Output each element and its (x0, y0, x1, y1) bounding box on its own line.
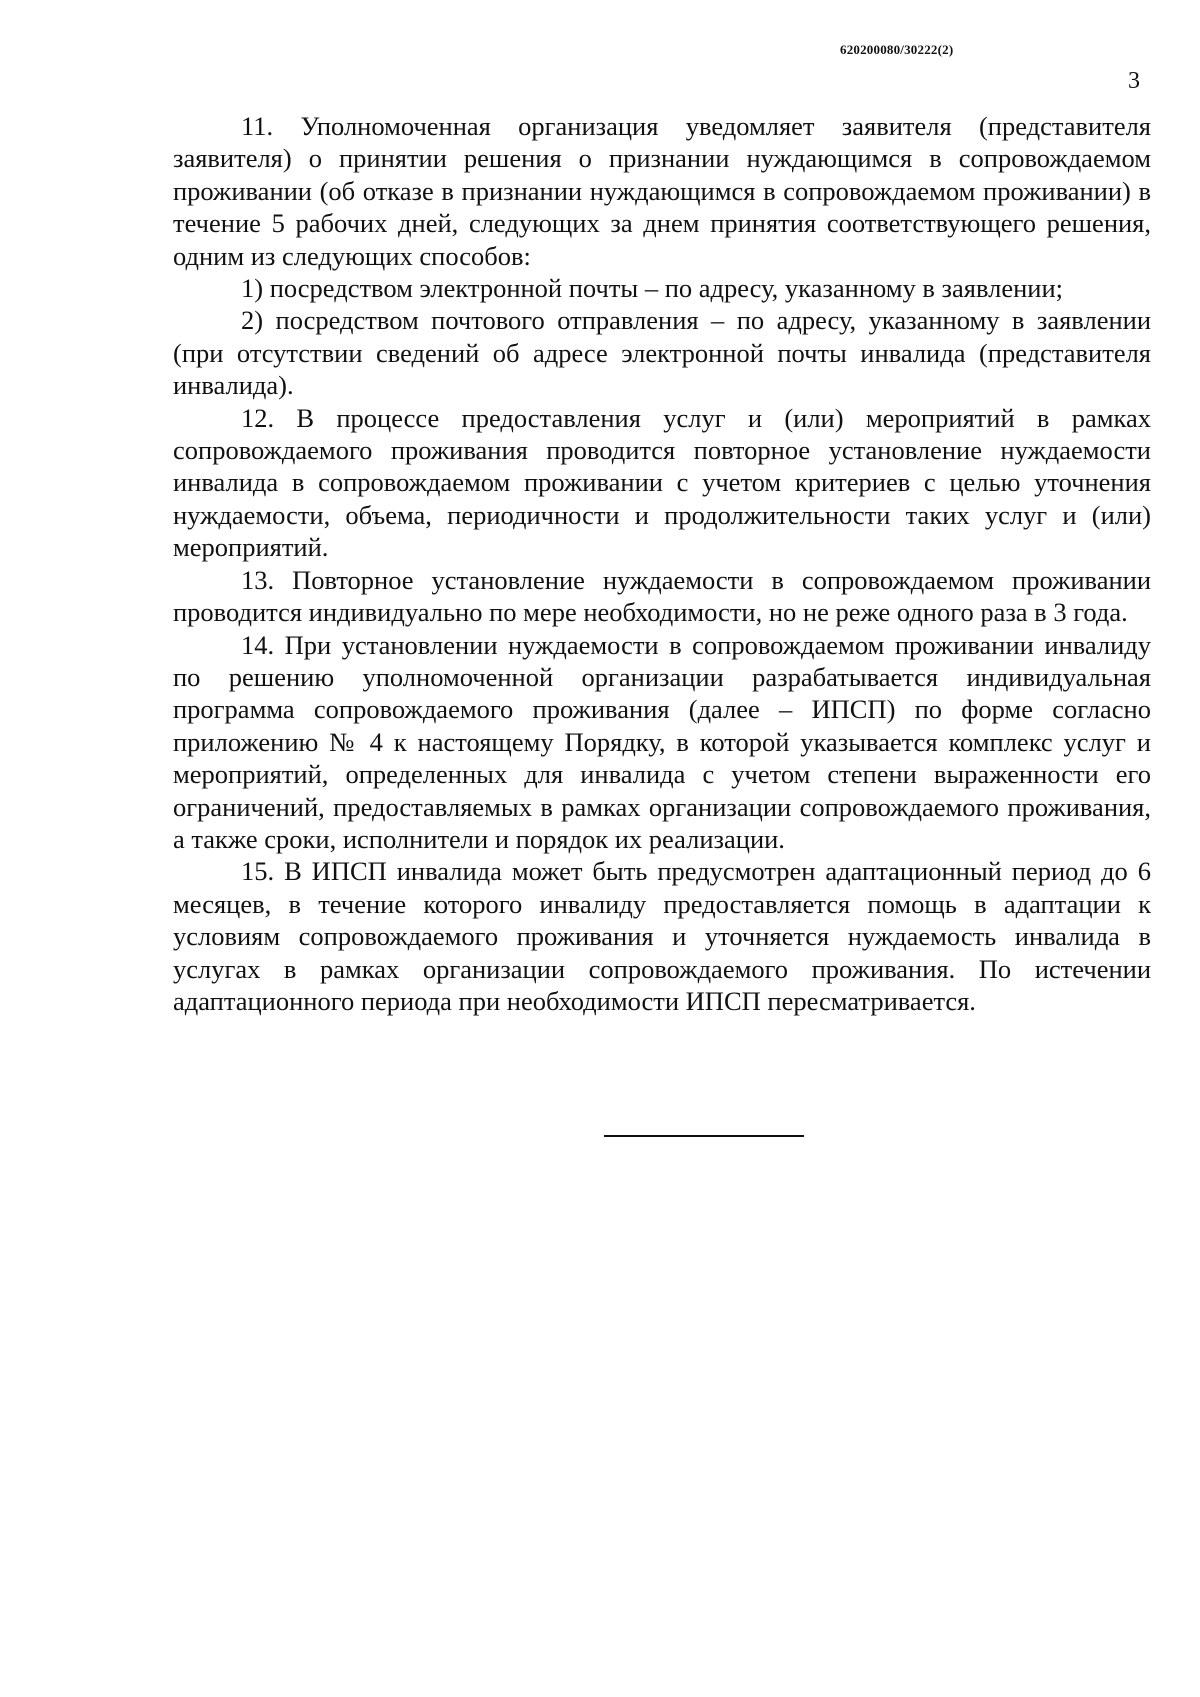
end-of-text-rule (604, 1135, 804, 1137)
document-body (173, 110, 1151, 1017)
paragraph-13: 13. Повторное установление нуждаемости в сопровождаемом проживании проводится индивидуально по мере необходимости, но не реже одного раза в 3 года. (173, 564, 1151, 628)
paragraph-14: 14. При установлении нуждаемости в сопровождаемом проживании инвалиду по решению уполномоченной организации разрабатывается индивидуальная программа сопровождаемого проживания (далее – ИПСП) по форме согласно приложению № 4 к настоящему Порядку, в которой указывается комплекс услуг и мероприятий, определенных для инвалида с учетом степени выраженности его ограничений, предоставляемых в рамках организации сопровождаемого проживания, а также сроки, исполнители и порядок их реализации. (173, 629, 1151, 854)
paragraph-11-item-2: 2) посредством почтового отправления – по адресу, указанному в заявлении (при отсутствии сведений об адресе электронной почты инвалида (представителя инвалида). (173, 305, 1151, 401)
paragraph-11-item-1: 1) посредством электронной почты – по адресу, указанному в заявлении; (241, 273, 1064, 304)
paragraph-15: 15. В ИПСП инвалида может быть предусмотрен адаптационный период до 6 месяцев, в течение которого инвалиду предоставляется помощь в адаптации к условиям сопровождаемого проживания и уточняется нуждаемость инвалида в услугах в рамках организации сопровождаемого проживания. По истечении адаптационного периода при необходимости ИПСП пересматривается. (173, 856, 1151, 1016)
paragraph-12: 12. В процессе предоставления услуг и (или) мероприятий в рамках сопровождаемого проживания проводится повторное установление нуждаемости инвалида в сопровождаемом проживании с учетом критериев с целью уточнения нуждаемости, объема, периодичности и продолжительности таких услуг и (или) мероприятий. (173, 402, 1151, 563)
document-code: 620200080/30222(2) (840, 42, 954, 57)
page-number: 3 (1128, 68, 1140, 94)
paragraph-11: 11. Уполномоченная организация уведомляет заявителя (представителя заявителя) о принятии решения о признании нуждающимся в сопровождаемом проживании (об отказе в признании нуждающимся в сопровождаемом проживании) в течение 5 рабочих дней, следующих за днем принятия соответствующего решения, одним из следующих способов: (173, 111, 1151, 271)
